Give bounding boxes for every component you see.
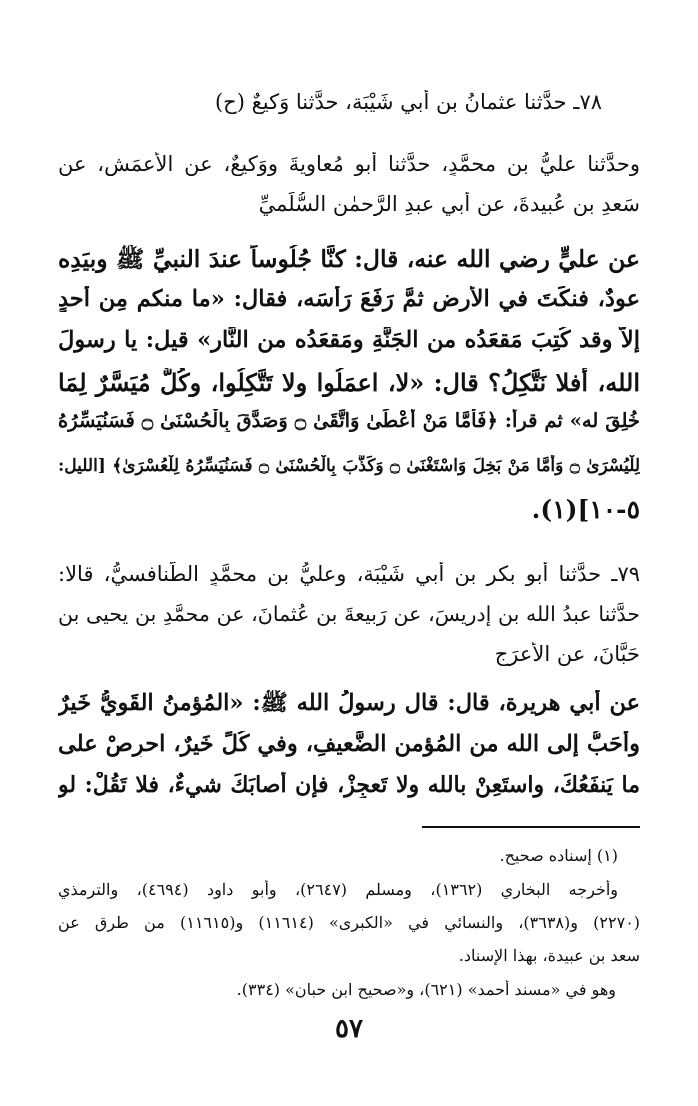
hadith-79-sanad-line: حدَّثنا عبدُ الله بن إدريسَ، عن رَبيعةَ بن عُثمانَ، عن محمَّدِ بن يحيى بن	[58, 602, 640, 626]
hadith-78-ending: ٥-١٠](١).	[531, 495, 640, 524]
hadith-78-matn-line: عن عليٍّ رضي الله عنه، قال: كنَّا جُلُوساً عندَ النبيِّ ﷺ وبيَدِه	[58, 245, 640, 273]
hadith-78-quran-line: لِلْيُسْرَىٰ ۝ وَأَمَّا مَنْ بَخِلَ وَاسْتَغْنَىٰ ۝ وَكَذَّبَ بِالْحُسْنَىٰ ۝ فَسَنُيَسِّرُهُ لِلْعُسْرَىٰ﴾ [الليل:	[58, 456, 640, 476]
hadith-78-sanad-line: سَعدِ بن عُبيدةَ، عن أبي عبدِ الرَّحمٰن السُّلَميِّ	[258, 192, 640, 216]
hadith-79-matn-line: ما يَنفَعُكَ، واستَعِنْ بالله ولا تَعجِزْ، فإن أصابَكَ شيءٌ، فلا تَقُلْ: لو	[58, 772, 640, 798]
footnote-line: سعد بن عبيدة، بهذا الإسناد.	[458, 946, 640, 965]
hadith-79-matn-line: وأحَبُّ إلى الله من المُؤمن الضَّعيفِ، وفي كُلٍّ خَيرٌ، احرِصْ على	[58, 731, 640, 757]
hadith-79-matn-line: عن أبي هريرة، قال: قال رسولُ الله ﷺ: «المُؤمنُ القَويُّ خَيرٌ	[58, 690, 640, 716]
hadith-78-matn-line: الله، أفلا نَتَّكِلُ؟ قال: «لا، اعمَلُوا ولا تَتَّكِلُوا، وكُلٌّ مُيَسَّرٌ لِمَا	[58, 368, 640, 397]
footnote-line: (١) إسناده صحيح.	[499, 846, 618, 865]
page-number: ٥٧	[335, 1014, 363, 1044]
hadith-78-sanad-line: وحدَّثنا عليُّ بن محمَّدٍ، حدَّثنا أبو مُعاويةَ ووَكيعٌ، عن الأعمَشِ، عن	[58, 152, 640, 176]
hadith-79-sanad-line: حَبَّانَ، عن الأعرَج	[494, 642, 640, 666]
hadith-78-matn-line: عودٌ، فنكَتَ في الأرض ثمَّ رَفَعَ رَأسَه، فقال: «ما منكم مِن أحدٍ	[58, 286, 640, 312]
hadith-78-matn-line: إلاَّ وقد كُتِبَ مَقعَدُه من الجَنَّةِ ومَقعَدُه من النَّار» قيل: يا رسولَ	[58, 327, 640, 353]
footnote-line: وأخرجه البخاري (١٣٦٢)، ومسلم (٢٦٤٧)، وأبو داود (٤٦٩٤)، والترمذي	[58, 880, 618, 899]
footnote-line: وهو في «مسند أحمد» (٦٢١)، و«صحيح ابن حبان» (٣٣٤).	[236, 980, 616, 999]
footnote-line: (٢٢٧٠) و(٣٦٣٨)، والنسائي في «الكبرى» (١١٦١٤) و(١١٦١٥) من طرق عن	[58, 913, 640, 932]
hadith-78-matn-line: خُلِقَ له» ثم قرأ: ﴿فَأَمَّا مَنْ أَعْطَىٰ وَاتَّقَىٰ ۝ وَصَدَّقَ بِالْحُسْنَىٰ ۝ فَسَنُيَسِّرُهُ	[58, 409, 640, 432]
hadith-78-header: ٧٨ـ حدَّثنا عثمانُ بن أبي شَيْبَة، حدَّثنا وَكيعٌ (ح)	[214, 90, 602, 114]
hadith-79-sanad-line: ٧٩ـ حدَّثنا أبو بكر بن أبي شَيْبَة، وعليُّ بن محمَّدٍ الطَّنافسيُّ، قالا:	[58, 562, 640, 586]
footnote-divider	[422, 826, 640, 828]
